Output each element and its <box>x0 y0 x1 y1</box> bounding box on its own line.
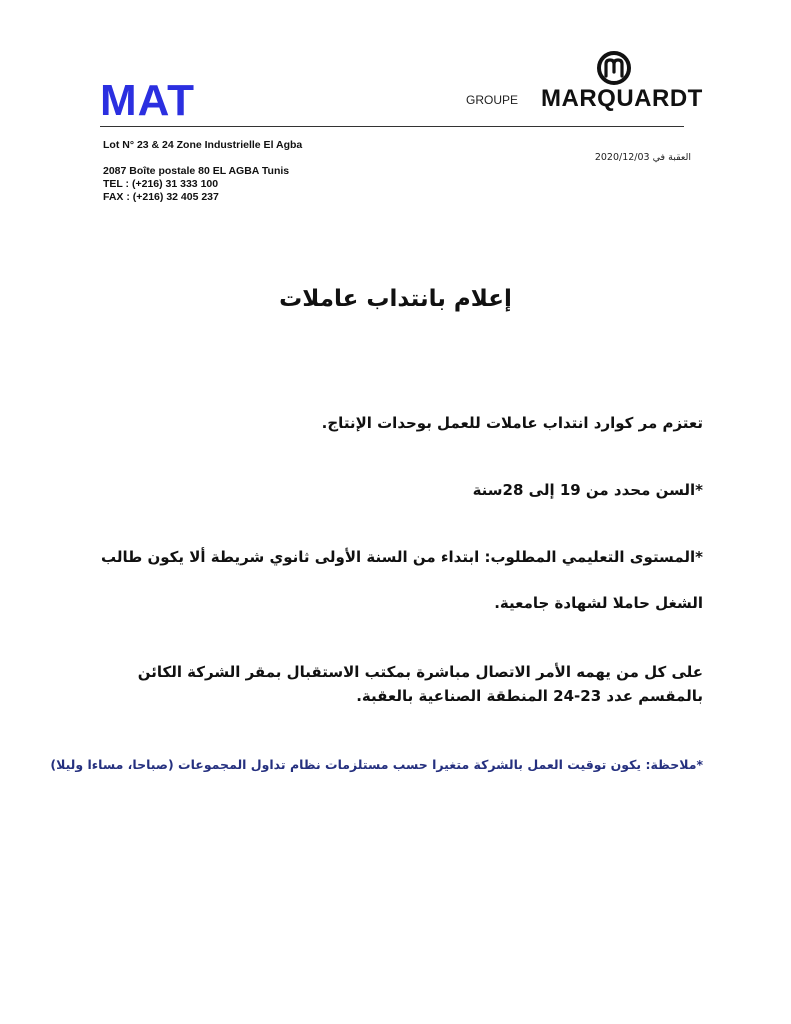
marquardt-logo: MARQUARDT <box>541 85 703 112</box>
telephone: TEL : (+216) 31 333 100 <box>103 178 219 190</box>
address-line-2: 2087 Boîte postale 80 EL AGBA Tunis <box>103 165 290 177</box>
groupe-label: GROUPE <box>466 93 519 107</box>
paragraph-contact: على كل من يهمه الأمر الاتصال مباشرة بمكتب الاستقبال بمقر الشركة الكائن بالمقسم عدد 23-24 المنطقة الصناعية بالعقبة. <box>137 663 703 705</box>
paragraph-education-line-1: *المستوى التعليمي المطلوب: ابتداء من السنة الأولى ثانوي شريطة ألا يكون طالب <box>100 548 703 566</box>
paragraph-education-line-2: الشغل حاملا لشهادة جامعية. <box>494 594 703 612</box>
header-divider <box>100 126 684 127</box>
paragraph-age: *السن محدد من 19 إلى 28سنة <box>472 481 703 499</box>
fax: FAX : (+216) 32 405 237 <box>103 191 219 203</box>
paragraph-intro: تعتزم مر كوارد انتداب عاملات للعمل بوحدات الإنتاج. <box>321 414 703 432</box>
document-title: إعلام بانتداب عاملات <box>279 286 512 312</box>
document-date: العقبة في 2020/12/03 <box>594 152 691 163</box>
marquardt-m-emblem-icon <box>596 50 632 86</box>
mat-logo: MAT <box>100 76 196 125</box>
note: *ملاحظة: يكون توقيت العمل بالشركة متغيرا حسب مستلزمات نظام تداول المجموعات (صباحا، مساءا وليلا) <box>50 757 703 772</box>
address-line-1: Lot N° 23 & 24 Zone Industrielle El Agba <box>103 139 303 151</box>
